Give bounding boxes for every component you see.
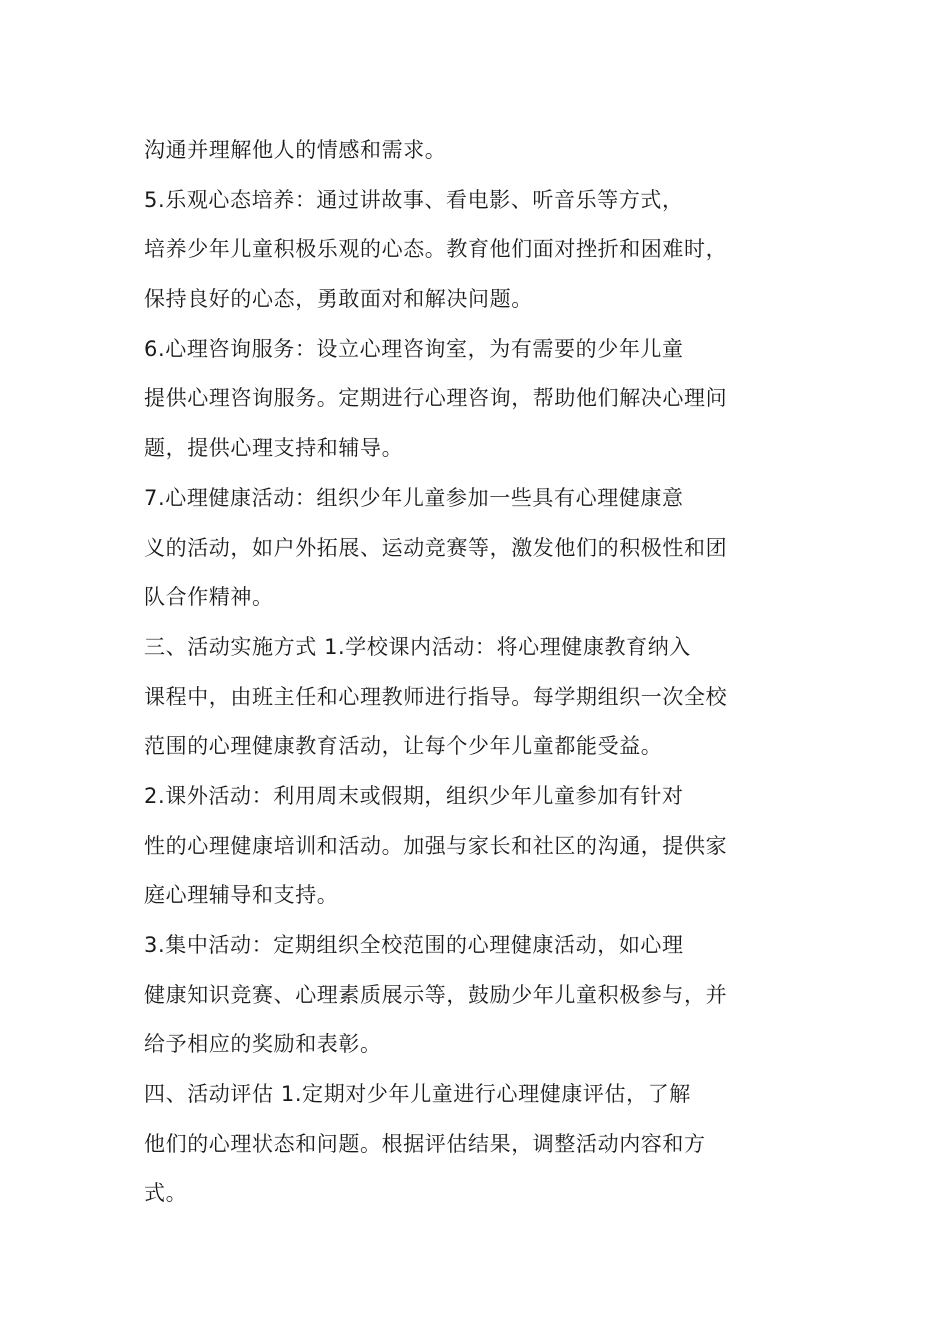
text-line: 队合作精神。: [144, 585, 274, 610]
text-line: 给予相应的奖励和表彰。: [144, 1032, 382, 1057]
text-line: 他们的心理状态和问题。根据评估结果，调整活动内容和方: [144, 1131, 706, 1156]
text-line: 2.课外活动：利用周末或假期，组织少年儿童参加有针对: [144, 783, 684, 808]
text-line: 题，提供心理支持和辅导。: [144, 436, 404, 461]
text-line: 3.集中活动：定期组织全校范围的心理健康活动，如心理: [144, 933, 684, 957]
text-line: 式。: [144, 1181, 188, 1206]
text-line: 5.乐观心态培养：通过讲故事、看电影、听音乐等方式，: [144, 187, 684, 212]
text-line: 范围的心理健康教育活动，让每个少年儿童都能受益。: [144, 734, 663, 759]
text-line: 三、活动实施方式 1.学校课内活动：将心理健康教育纳入: [144, 634, 691, 659]
document-body: [144, 126, 784, 1219]
text-line: 健康知识竞赛、心理素质展示等，鼓励少年儿童积极参与，并: [144, 982, 728, 1007]
text-line: 义的活动，如户外拓展、运动竞赛等，激发他们的积极性和团: [144, 535, 728, 560]
text-line: 6.心理咨询服务：设立心理咨询室，为有需要的少年儿童: [144, 336, 684, 361]
text-line: 四、活动评估 1.定期对少年儿童进行心理健康评估，了解: [144, 1082, 691, 1107]
text-line: 保持良好的心态，勇敢面对和解决问题。: [144, 287, 533, 312]
text-line: 庭心理辅导和支持。: [144, 883, 339, 908]
text-line: 7.心理健康活动：组织少年儿童参加一些具有心理健康意: [144, 485, 684, 510]
text-line: 课程中，由班主任和心理教师进行指导。每学期组织一次全校: [144, 684, 728, 709]
text-line: 培养少年儿童积极乐观的心态。教育他们面对挫折和困难时，: [144, 237, 728, 262]
text-line: 性的心理健康培训和活动。加强与家长和社区的沟通，提供家: [144, 833, 728, 858]
text-line: 提供心理咨询服务。定期进行心理咨询，帮助他们解决心理问: [144, 386, 728, 411]
text-line: 沟通并理解他人的情感和需求。: [144, 138, 447, 162]
